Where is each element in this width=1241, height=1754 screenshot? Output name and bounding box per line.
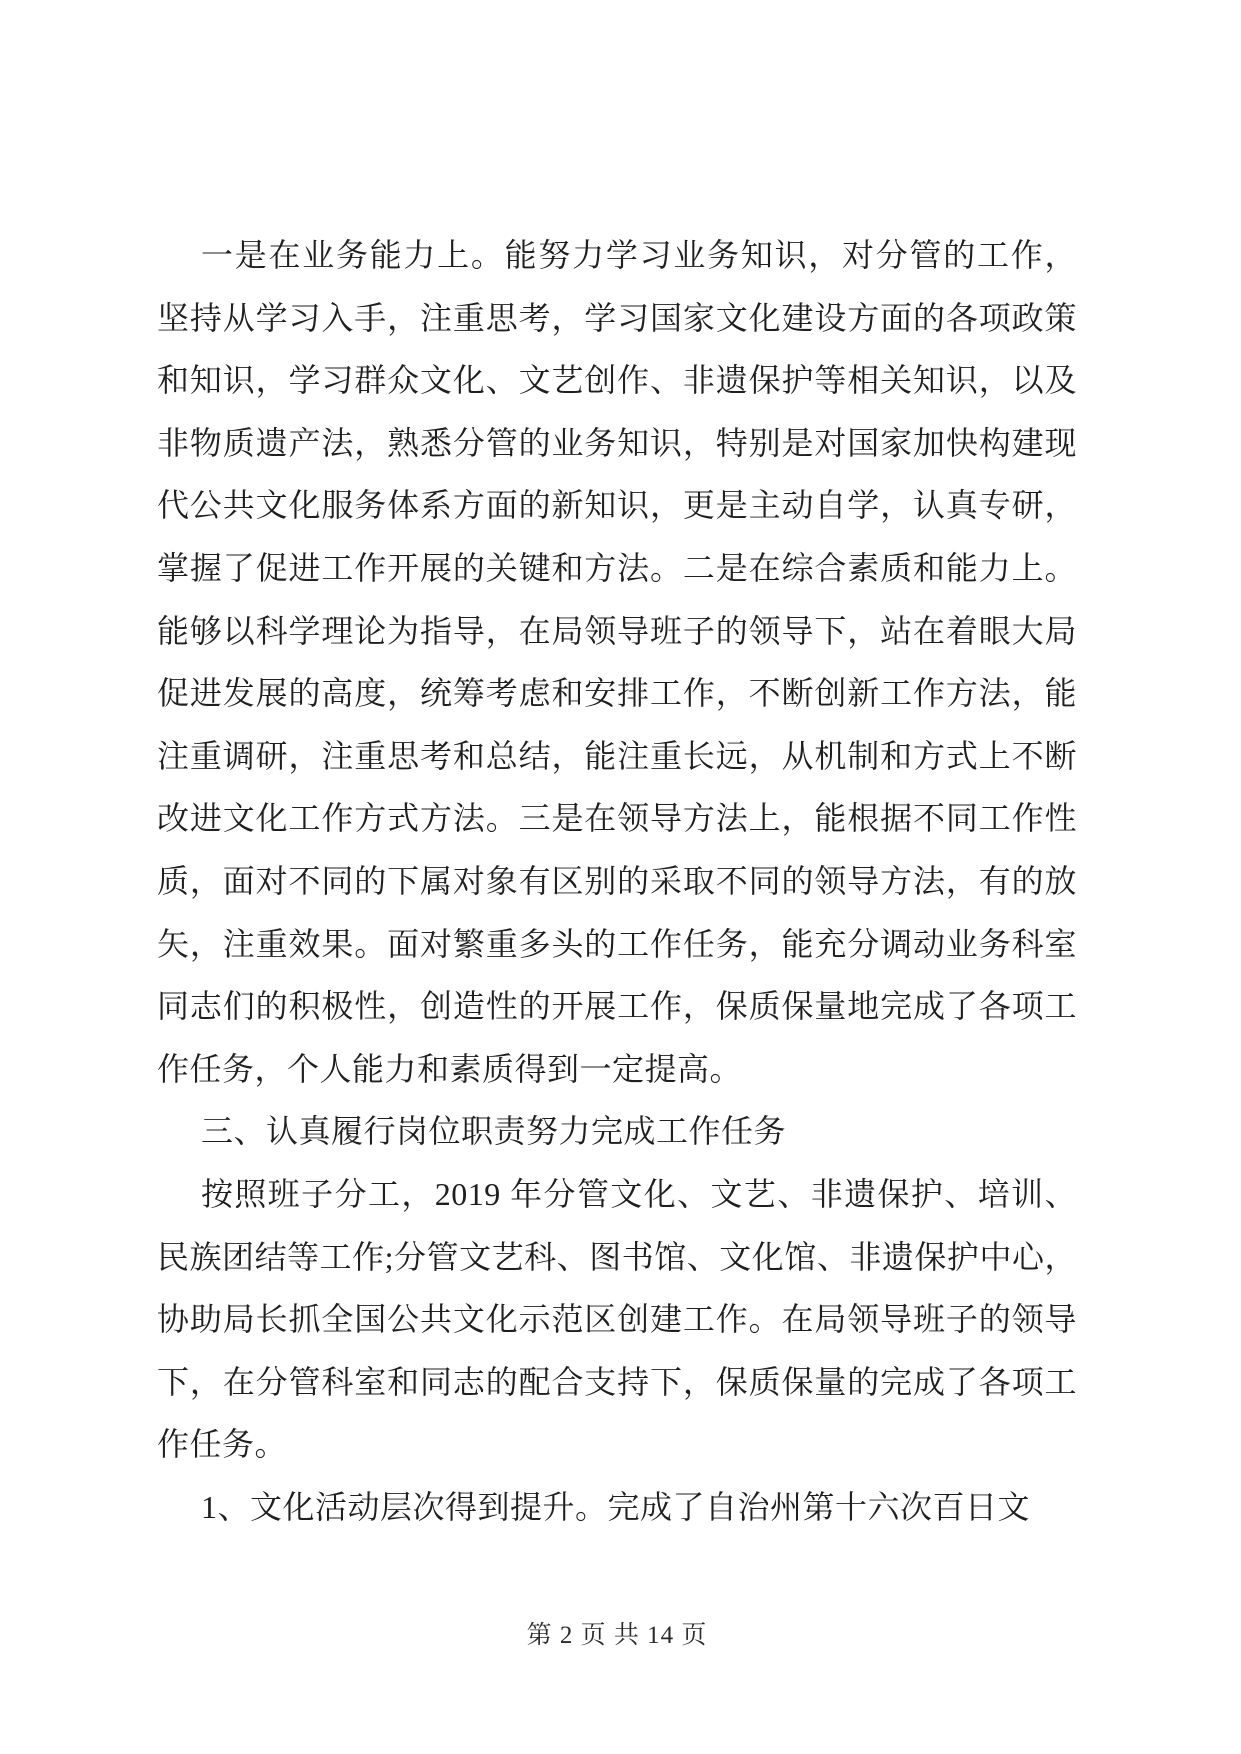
text-line: 改进文化工作方式方法。三是在领导方法上，能根据不同工作性 bbox=[157, 800, 1077, 837]
section-heading-line: 三、认真履行岗位职责努力完成工作任务 bbox=[201, 1113, 787, 1150]
page-number-label: 第 2 页 共 14 页 bbox=[526, 1622, 708, 1649]
text-line: 掌握了促进工作开展的关键和方法。二是在综合素质和能力上。 bbox=[157, 549, 1077, 586]
text-line: 非物质遗产法，熟悉分管的业务知识，特别是对国家加快构建现 bbox=[157, 424, 1077, 461]
text-line: 作任务。 bbox=[157, 1426, 288, 1463]
text-line: 民族团结等工作;分管文艺科、图书馆、文化馆、非遗保护中心， bbox=[157, 1238, 1077, 1275]
page-footer bbox=[157, 1616, 1077, 1656]
text-line: 按照班子分工，2019 年分管文化、文艺、非遗保护、培训、 bbox=[201, 1175, 1077, 1212]
text-line: 促进发展的高度，统筹考虑和安排工作，不断创新工作方法，能 bbox=[157, 675, 1077, 712]
text-line: 矢，注重效果。面对繁重多头的工作任务，能充分调动业务科室 bbox=[157, 925, 1077, 962]
text-line: 一是在业务能力上。能努力学习业务知识，对分管的工作， bbox=[201, 237, 1077, 273]
text-line: 同志们的积极性，创造性的开展工作，保质保量地完成了各项工 bbox=[157, 988, 1077, 1025]
text-line: 质，面对不同的下属对象有区别的采取不同的领导方法，有的放 bbox=[157, 862, 1077, 899]
text-line: 代公共文化服务体系方面的新知识，更是主动自学，认真专研， bbox=[157, 487, 1077, 524]
text-line: 下，在分管科室和同志的配合支持下，保质保量的完成了各项工 bbox=[157, 1363, 1077, 1400]
text-line: 协助局长抓全国公共文化示范区创建工作。在局领导班子的领导 bbox=[157, 1301, 1077, 1338]
document-body bbox=[157, 224, 1077, 1538]
text-line: 作任务，个人能力和素质得到一定提高。 bbox=[157, 1050, 743, 1087]
text-line: 注重调研，注重思考和总结，能注重长远，从机制和方式上不断 bbox=[157, 737, 1077, 774]
text-line: 能够以科学理论为指导，在局领导班子的领导下，站在着眼大局 bbox=[157, 612, 1077, 649]
text-line: 和知识，学习群众文化、文艺创作、非遗保护等相关知识，以及 bbox=[157, 362, 1077, 399]
text-line: 坚持从学习入手，注重思考，学习国家文化建设方面的各项政策 bbox=[157, 299, 1077, 336]
text-line: 1、文化活动层次得到提升。完成了自治州第十六次百日文 bbox=[201, 1488, 1031, 1525]
